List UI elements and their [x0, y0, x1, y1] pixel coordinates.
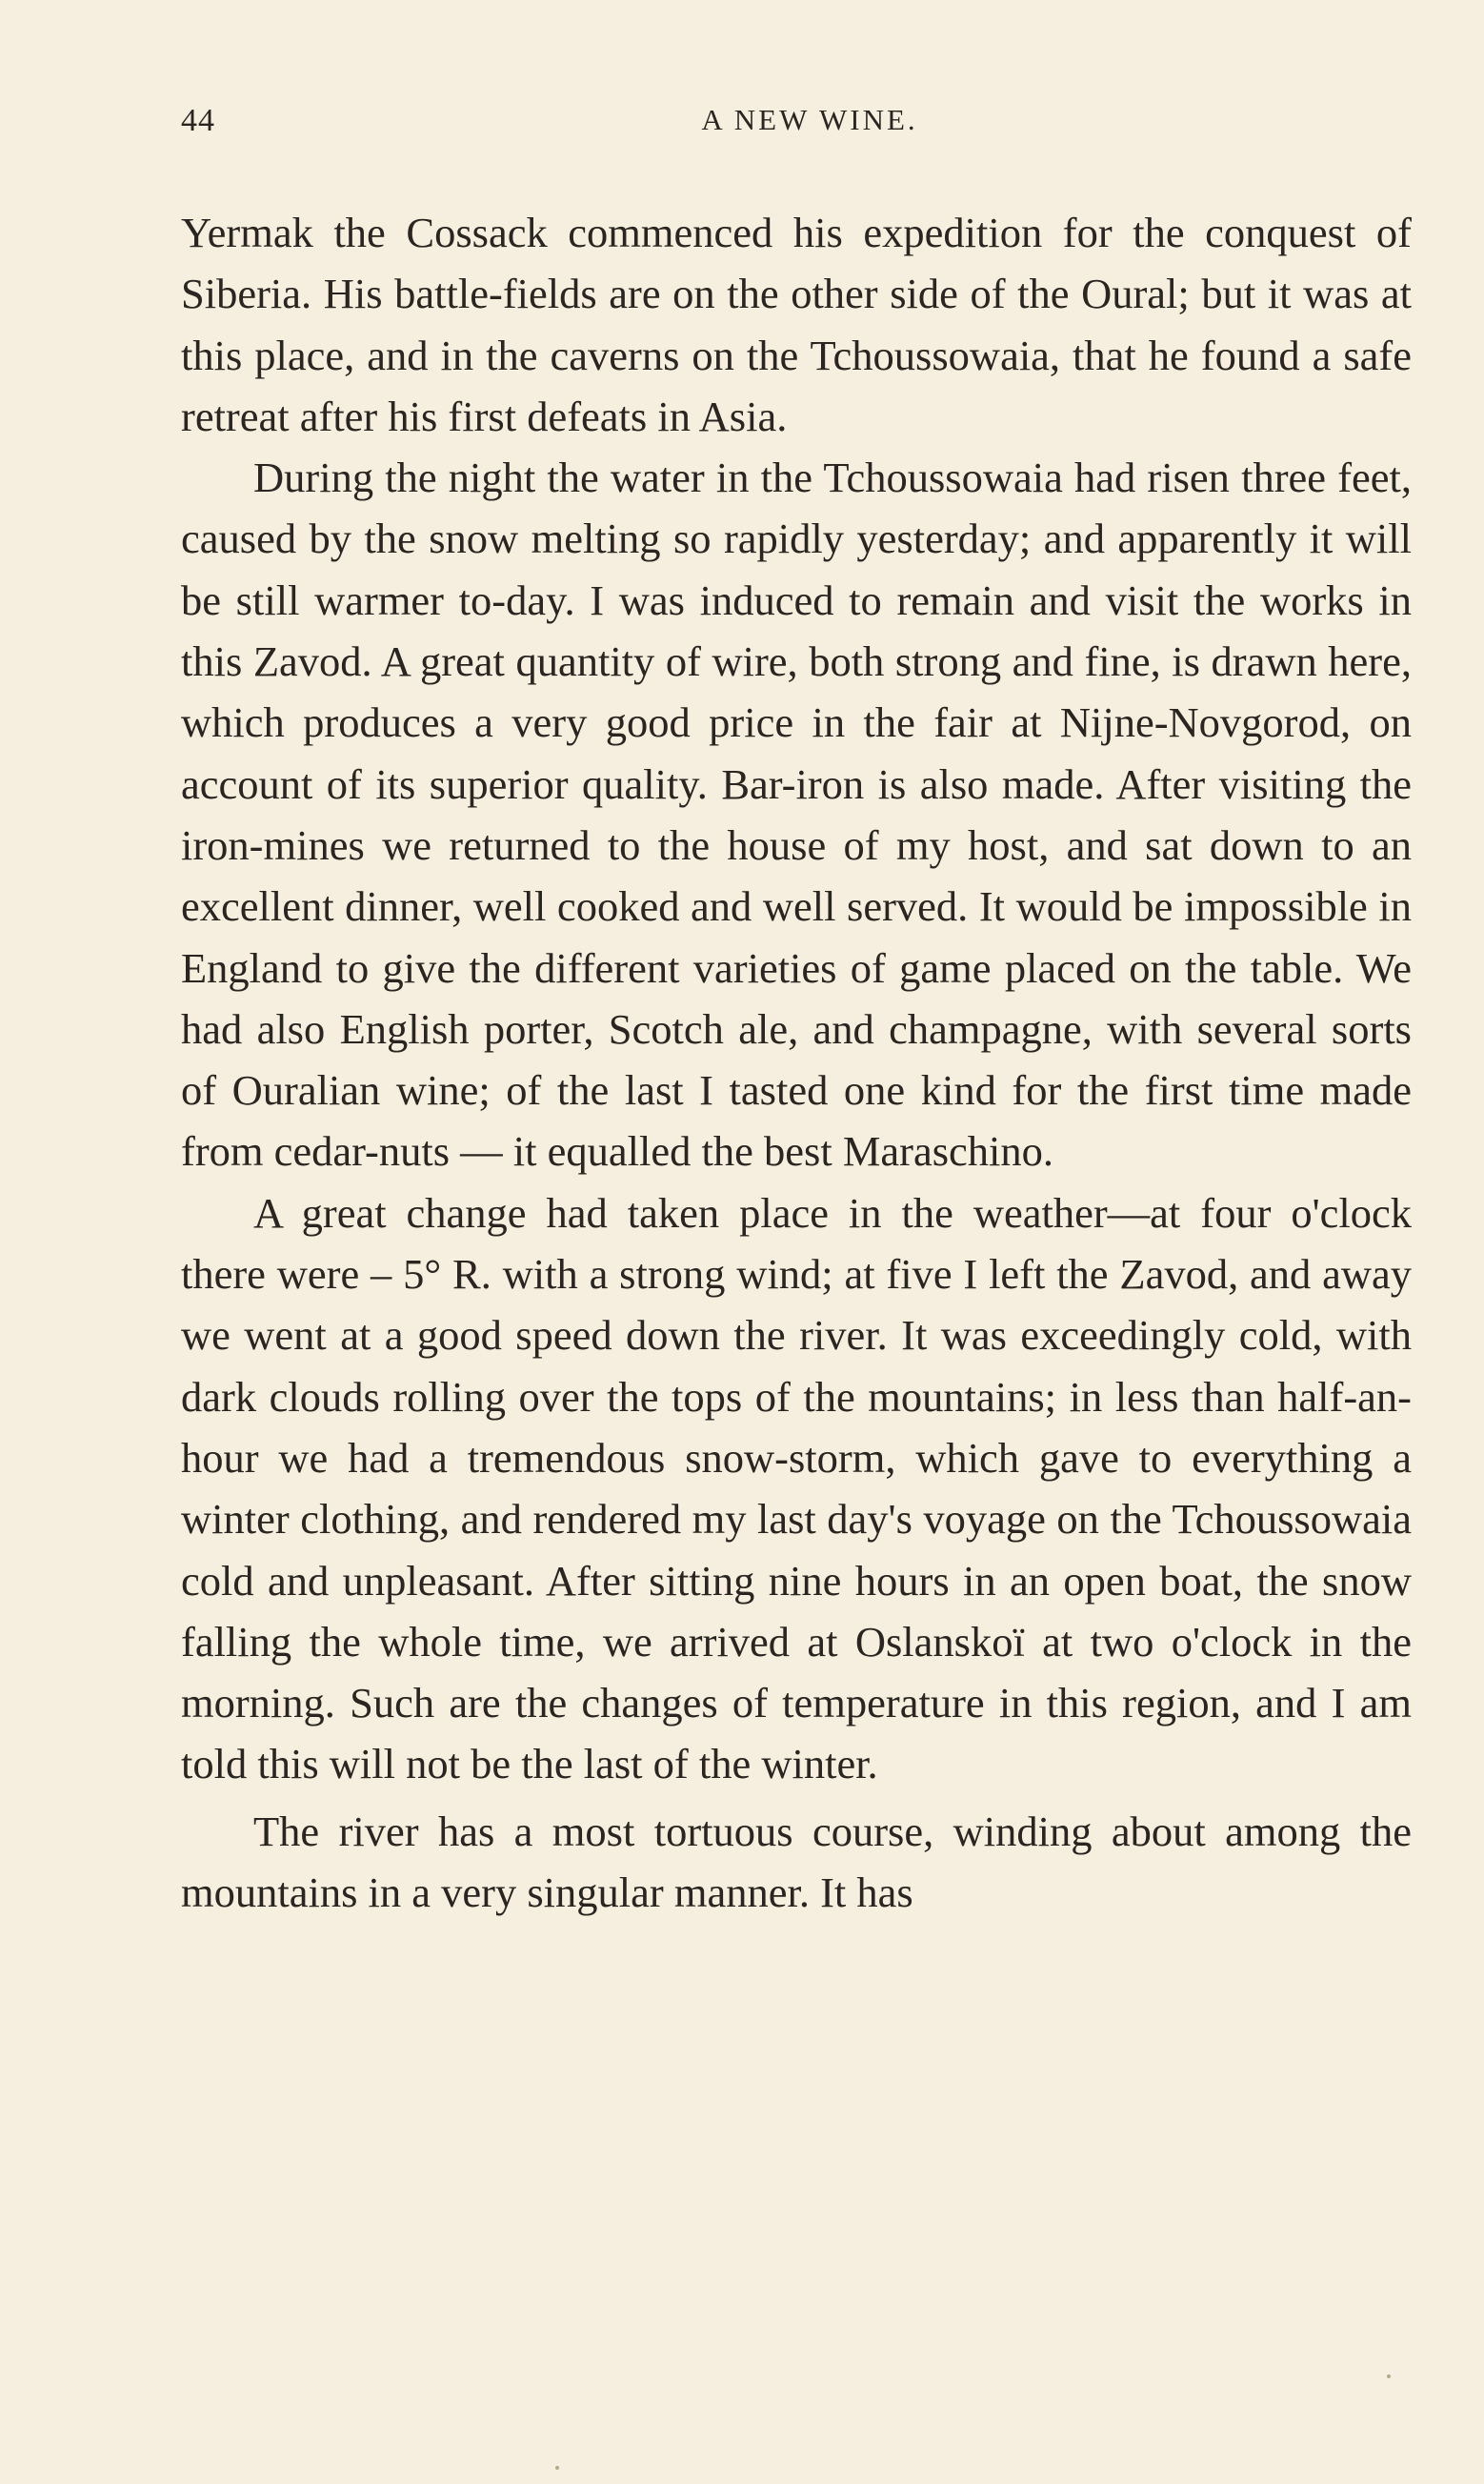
- page-number: 44: [181, 103, 215, 138]
- running-title: A NEW WINE.: [701, 103, 918, 136]
- paper-speck: [1387, 2374, 1391, 2378]
- paragraph-2: During the night the water in the Tchoussowaia had risen three feet, caused by the snow melting so rapidly yesterday; and apparently it will be still warmer to-day. I was induced to remain and visit the works in this Zavod. A great quantity of wire, both strong and fine, is drawn here, which produces a very good price in the fair at Nijne-Novgorod, on account of its superior quality. Bar-iron is also made. After visiting the iron-mines we returned to the house of my host, and sat down to an excellent dinner, well cooked and well served. It would be impossible in England to give the different varieties of game placed on the table. We had also English porter, Scotch ale, and champagne, with several sorts of Ouralian wine; of the last I tasted one kind for the first time made from cedar-nuts — it equalled the best Maraschino.: [181, 454, 1412, 1176]
- paragraph-3: A great change had taken place in the weather—at four o'clock there were – 5° R. with a strong wind; at five I left the Zavod, and away we went at a good speed down the river. It was exceedingly cold, with dark clouds rolling over the tops of the mountains; in less than half-an-hour we had a tremendous snow-storm, which gave to everything a winter clothing, and rendered my last day's voyage on the Tchoussowaia cold and unpleasant. After sitting nine hours in an open boat, the snow falling the whole time, we arrived at Oslanskoï at two o'clock in the morning. Such are the changes of temperature in this region, and I am told this will not be the last of the winter.: [181, 1188, 1412, 1788]
- paragraph-4: The river has a most tortuous course, winding about among the mountains in a very singular manner. It has: [181, 1807, 1412, 1917]
- body-text: [181, 202, 1412, 1923]
- paragraph-1: Yermak the Cossack commenced his expedition for the conquest of Siberia. His battle-fields are on the other side of the Oural; but it was at this place, and in the caverns on the Tchoussowaia, that he found a safe retreat after his first defeats in Asia.: [181, 209, 1412, 440]
- paper-speck: [555, 2466, 559, 2470]
- running-header: [181, 103, 1410, 145]
